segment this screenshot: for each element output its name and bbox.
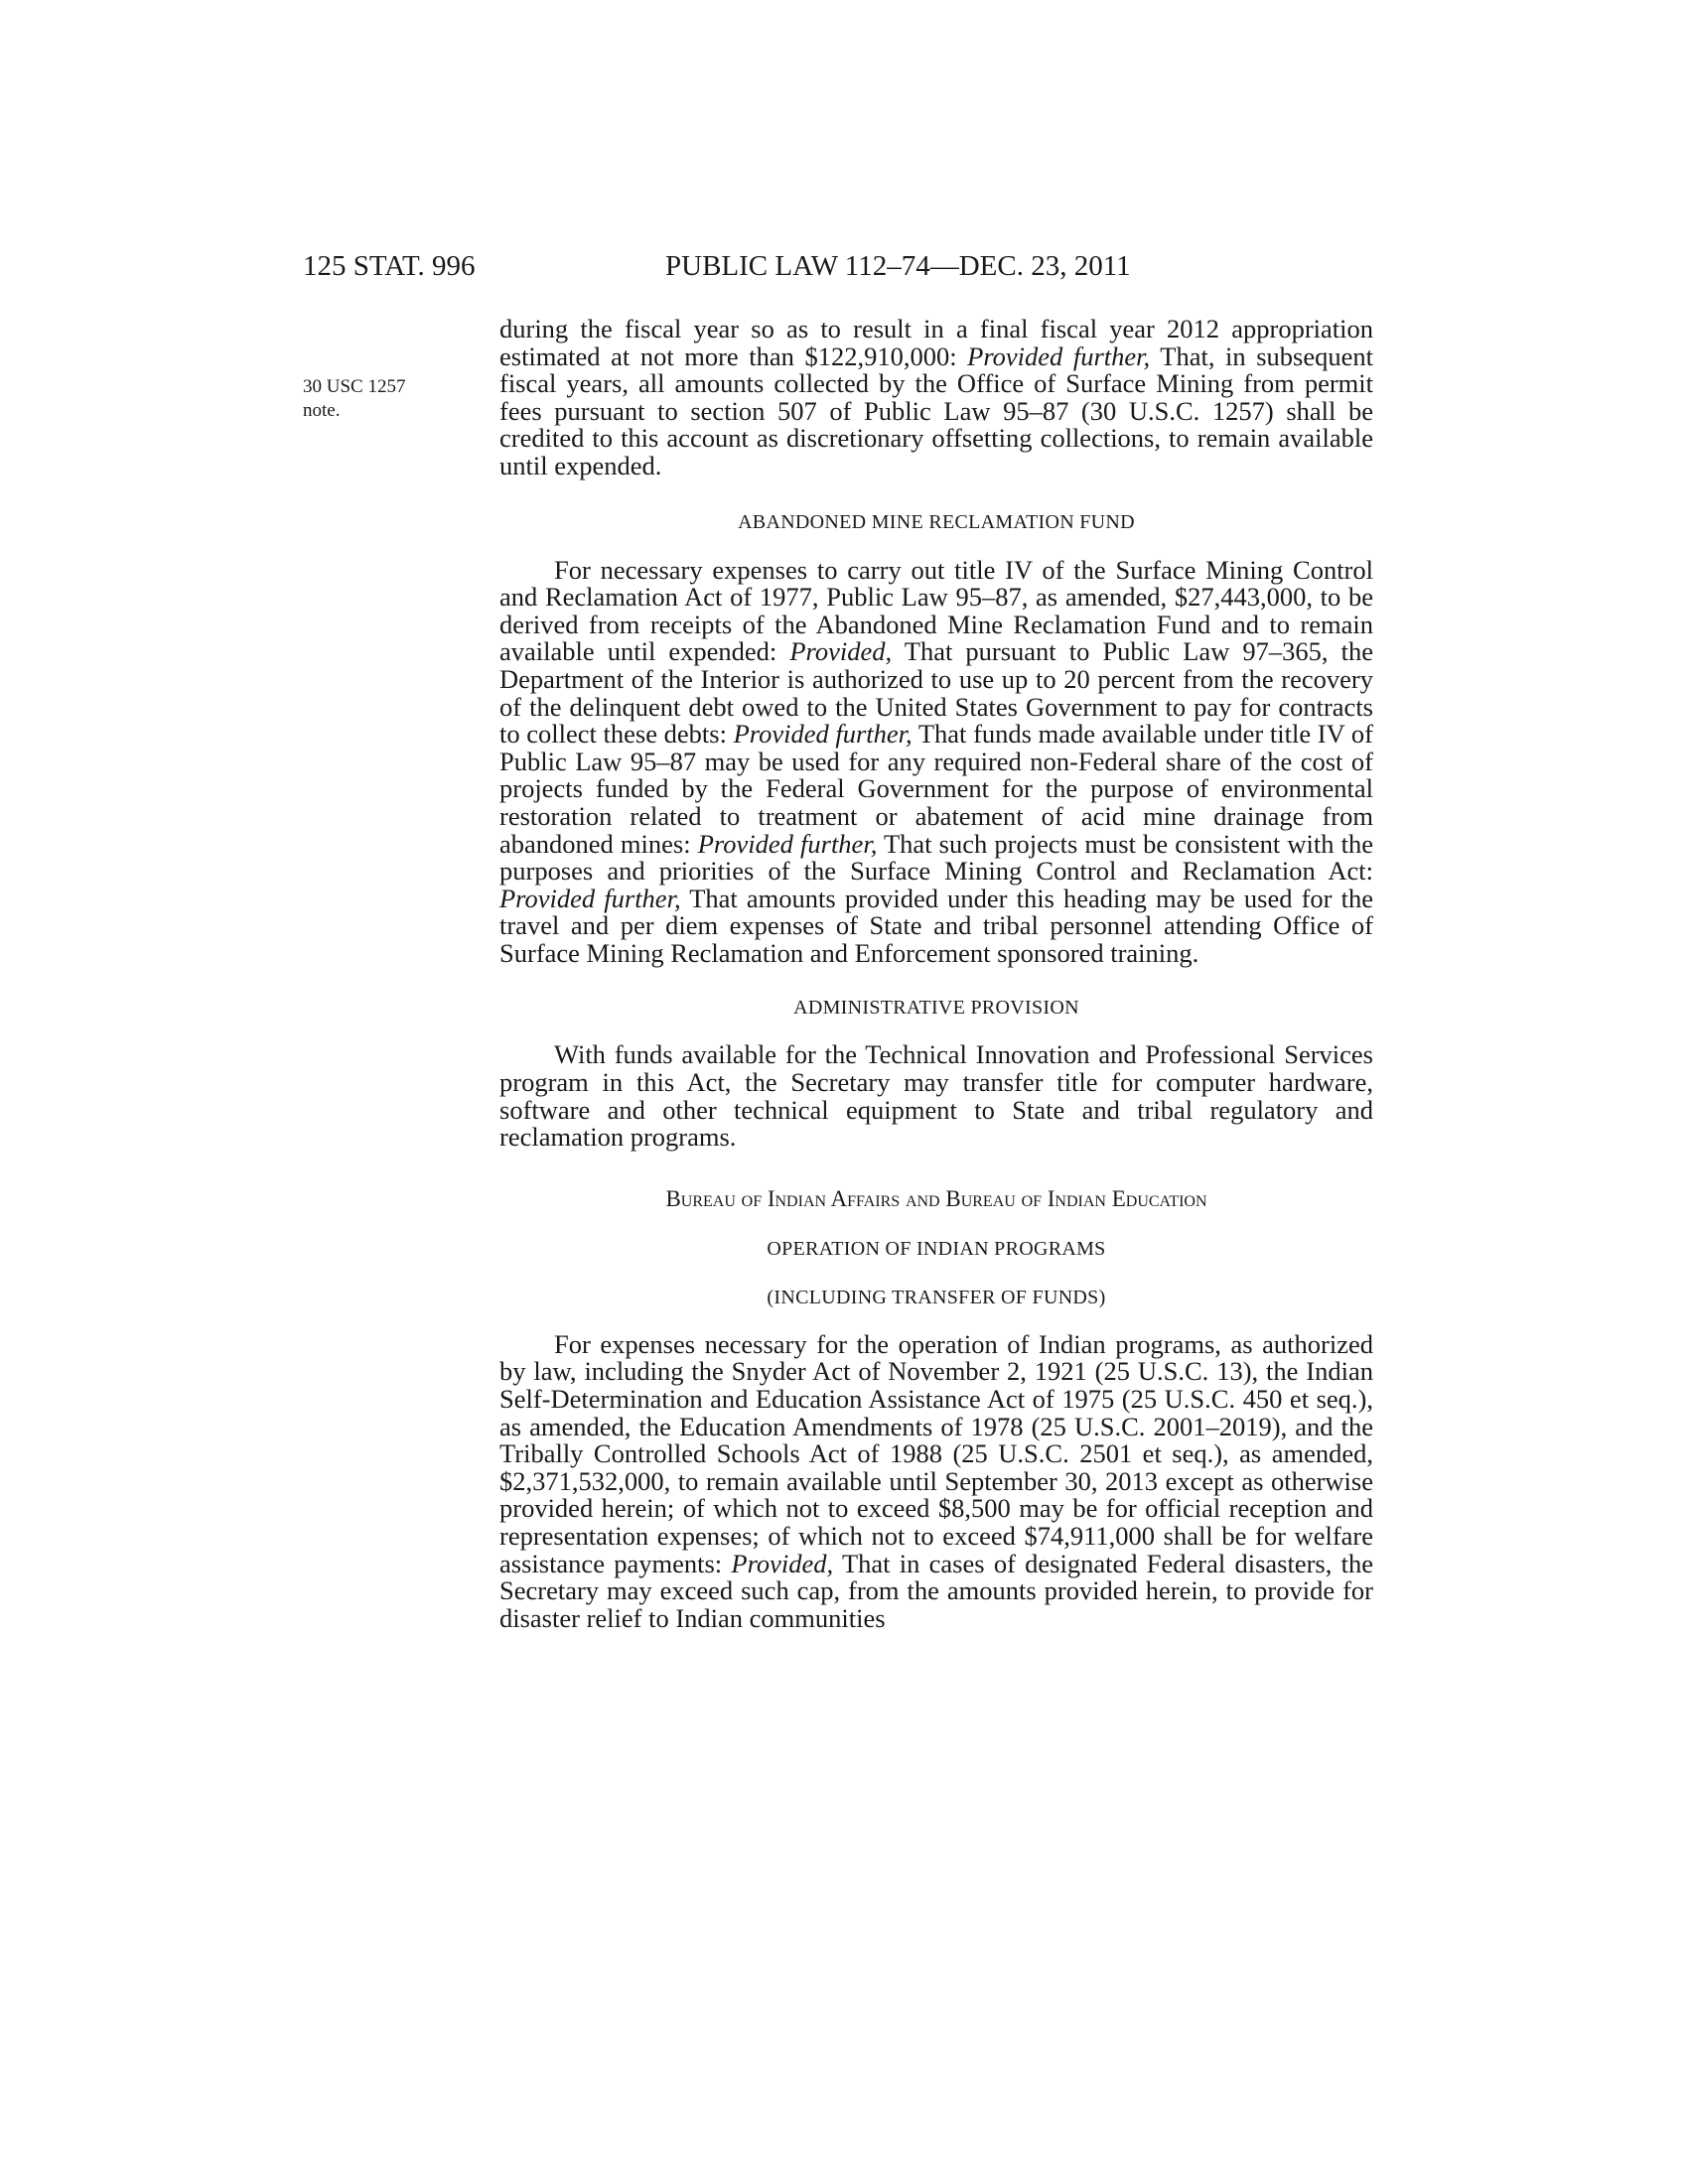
section-heading-abandoned-mine: ABANDONED MINE RECLAMATION FUND bbox=[738, 510, 1135, 533]
text-run: That, in subsequent fiscal years, all amounts collected by the Office of Surface Mining from permit fees pursuant to section 507 of Public Law 95–87 (30 U.S.C. 1257) shall be credited to this account as discretionary offsetting collections, to remain available until expended. bbox=[499, 341, 1373, 480]
administrative-provision-paragraph: With funds available for the Technical Innovation and Professional Services program in this Act, the Secretary may transfer title for computer hardware, software and other technical equipment to State and tribal regulatory and reclamation programs. bbox=[499, 1039, 1373, 1153]
agency-heading-text: Bureau of Indian Affairs and Bureau of Indian Education bbox=[665, 1185, 1207, 1211]
text-run: That amounts provided under this heading may be used for the travel and per diem expenses of State and tribal personnel attending Office of Surface Mining Reclamation and Enforcement sponsored training. bbox=[499, 883, 1373, 968]
body-text bbox=[499, 316, 1373, 1632]
italic-run: Provided further, bbox=[967, 341, 1151, 371]
italic-run: Provided further, bbox=[697, 828, 878, 859]
law-title: PUBLIC LAW 112–74—DEC. 23, 2011 bbox=[665, 250, 1131, 282]
abandoned-mine-paragraph bbox=[499, 554, 1373, 968]
margin-note-citation: 30 USC 1257 bbox=[303, 376, 406, 397]
italic-run: Provided further, bbox=[733, 719, 913, 750]
agency-heading-bureau bbox=[499, 1185, 1373, 1212]
text-run: That such projects must be consistent with the purposes and priorities of the Surface Mining Control and Reclamation Act: bbox=[499, 828, 1373, 887]
text-run: For necessary expenses to carry out title IV of the Surface Mining Control and Reclamation Act of 1977, Public Law 95–87, as amended, $27,443,000, to be derived from receipts of the Abandoned Mine Reclamation Fund and to remain available until expended: bbox=[499, 554, 1373, 667]
text-run: For expenses necessary for the operation of Indian programs, as authorized by law, including the Snyder Act of November 2, 1921 (25 U.S.C. 13), the Indian Self-Determination and Education Assistance Act of 1975 (25 U.S.C. 450 et seq.), as amended, the Education Amendments of 1978 (25 U.S.C. 2001–2019), and the Tribally Controlled Schools Act of 1988 (25 U.S.C. 2501 et seq.), as amended, $2,371,532,000, to remain available until September 30, 2013 except as otherwise provided herein; of which not to exceed $8,500 may be for official reception and representation expenses; of which not to exceed $74,911,000 shall be for welfare assistance payments: bbox=[499, 1328, 1373, 1578]
section-heading-operation: OPERATION OF INDIAN PROGRAMS bbox=[767, 1237, 1106, 1260]
text-run: during the fiscal year so as to result in a final fiscal year 2012 appropriation estimated at not more than $122,910,000: bbox=[499, 314, 1373, 371]
section-subheading-transfer: (INCLUDING TRANSFER OF FUNDS) bbox=[767, 1286, 1106, 1308]
stat-citation: 125 STAT. 996 bbox=[303, 250, 476, 282]
text-run: That in cases of designated Federal disasters, the Secretary may exceed such cap, from the amounts provided herein, to provide for disaster relief to Indian communities bbox=[499, 1548, 1373, 1633]
operation-paragraph bbox=[499, 1328, 1373, 1633]
section-heading-administrative-provision: ADMINISTRATIVE PROVISION bbox=[793, 997, 1079, 1020]
margin-note-label: note. bbox=[303, 400, 341, 421]
italic-run: Provided, bbox=[731, 1548, 834, 1578]
italic-run: Provided, bbox=[789, 636, 893, 667]
italic-run: Provided further, bbox=[499, 883, 681, 913]
page-header bbox=[303, 250, 1321, 290]
margin-note bbox=[303, 375, 442, 423]
text-run: That funds made available under title IV of Public Law 95–87 may be used for any required non-Federal share of the cost of projects funded by the Federal Government for the purpose of environmental restoration related to treatment or abatement of acid mine drainage from abandoned mines: bbox=[499, 719, 1373, 859]
continuation-paragraph bbox=[499, 316, 1373, 480]
text-run: That pursuant to Public Law 97–365, the Department of the Interior is authorized to use up to 20 percent from the recovery of the delinquent debt owed to the United States Government to pay for contracts to collect these debts: bbox=[499, 636, 1373, 750]
